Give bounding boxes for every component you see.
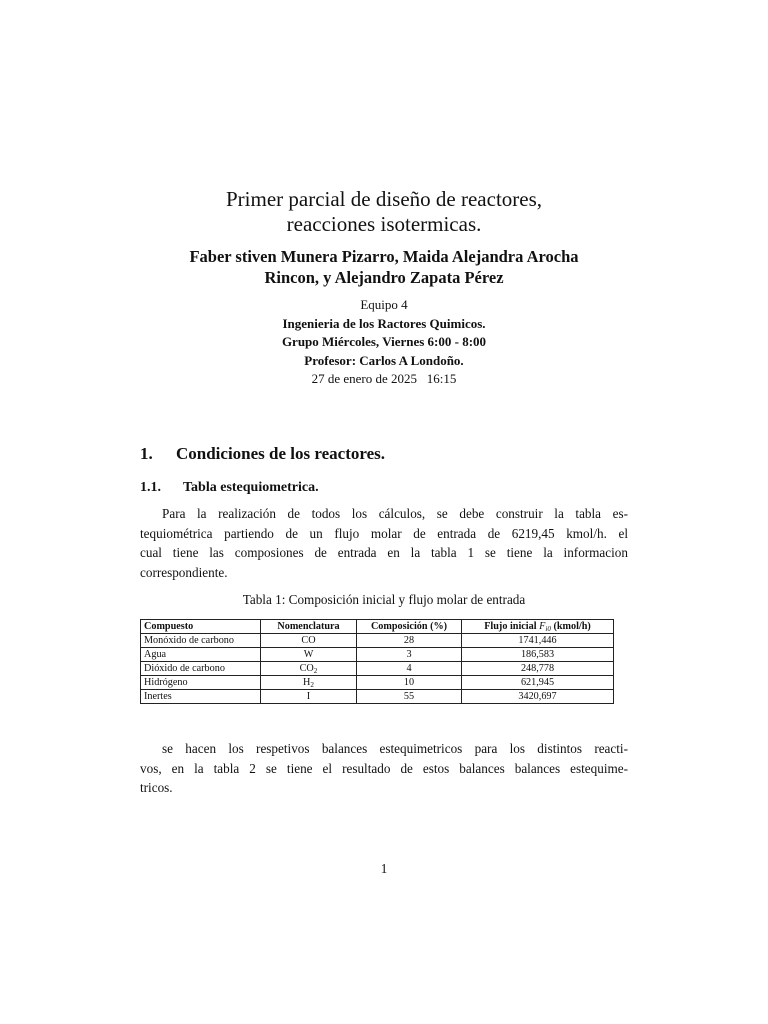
author-list xyxy=(0,246,768,288)
team-name: Equipo 4 xyxy=(360,297,408,312)
cell-flow: 186,583 xyxy=(462,648,614,662)
header-composition: Composición (%) xyxy=(357,620,462,634)
header-compound: Compuesto xyxy=(141,620,261,634)
cell-composition: 10 xyxy=(357,676,462,690)
paragraph-line: cual tiene las composiones de entrada en la tabla 1 se tiene la informacion xyxy=(140,545,628,560)
group-schedule: Grupo Miércoles, Viernes 6:00 - 8:00 xyxy=(281,334,487,349)
table-header-row xyxy=(141,620,614,634)
section-heading xyxy=(140,444,385,464)
nomenclature-sub: 2 xyxy=(310,680,314,689)
header-flow-symbol: F xyxy=(539,621,546,632)
header-nomenclature: Nomenclatura xyxy=(261,620,357,634)
course-name: Ingenieria de los Ractores Quimicos. xyxy=(282,315,486,331)
cell-composition: 4 xyxy=(357,662,462,676)
composition-table xyxy=(140,619,614,704)
nomenclature-main: W xyxy=(303,649,314,660)
nomenclature-main: CO xyxy=(301,635,316,646)
cell-compound: Monóxido de carbono xyxy=(141,634,261,648)
header-flow-prefix: Flujo inicial xyxy=(484,621,540,632)
header-flow-sub: i0 xyxy=(545,624,551,633)
table-row xyxy=(141,690,614,704)
table-caption: Tabla 1: Composición inicial y flujo molar de entrada xyxy=(242,592,526,607)
cell-nomenclature xyxy=(261,690,357,704)
paragraph-line: Para la realización de todos los cálculos, se debe construir la tabla es- xyxy=(162,506,628,521)
cell-nomenclature xyxy=(261,634,357,648)
table-row xyxy=(141,648,614,662)
nomenclature-main: I xyxy=(306,691,311,702)
subsection-title: Tabla estequiometrica. xyxy=(183,480,319,495)
nomenclature-main: H xyxy=(303,677,311,688)
cell-compound: Hidrógeno xyxy=(141,676,261,690)
paragraph-intro xyxy=(140,504,628,582)
paragraph-line: correspondiente. xyxy=(140,564,228,580)
paragraph-balances xyxy=(140,739,628,798)
author-line-2: Rincon, y Alejandro Zapata Pérez xyxy=(264,268,504,287)
professor-name: Profesor: Carlos A Londoño. xyxy=(304,352,464,368)
paragraph-line: tricos. xyxy=(140,780,173,795)
table-row xyxy=(141,662,614,676)
header-flow xyxy=(462,620,614,634)
document-date: 27 de enero de 2025 16:15 xyxy=(311,371,457,386)
cell-composition: 3 xyxy=(357,648,462,662)
header-flow-suffix: (kmol/h) xyxy=(550,621,591,632)
page-number: 1 xyxy=(380,861,388,876)
cell-compound: Inertes xyxy=(141,690,261,704)
subsection-number: 1.1. xyxy=(140,480,161,495)
cell-composition: 55 xyxy=(357,690,462,704)
paragraph-line: tequiométrica partiendo de un flujo molar de entrada de 6219,45 kmol/h. el xyxy=(140,525,628,541)
cell-compound: Agua xyxy=(141,648,261,662)
cell-composition: 28 xyxy=(357,634,462,648)
section-title: Condiciones de los reactores. xyxy=(176,444,386,463)
cell-nomenclature xyxy=(261,662,357,676)
paragraph-line: vos, en la tabla 2 se tiene el resultado de estos balances balances estequime- xyxy=(140,760,628,776)
cell-flow: 3420,697 xyxy=(462,690,614,704)
table-row xyxy=(141,676,614,690)
cell-flow: 621,945 xyxy=(462,676,614,690)
cell-flow: 1741,446 xyxy=(462,634,614,648)
subsection-heading xyxy=(140,480,319,496)
section-number: 1. xyxy=(140,444,153,463)
table-row xyxy=(141,634,614,648)
cell-flow: 248,778 xyxy=(462,662,614,676)
author-line-1: Faber stiven Munera Pizarro, Maida Alejandra Arocha xyxy=(189,247,579,266)
paragraph-line: se hacen los respetivos balances estequimetricos para los distintos reacti- xyxy=(162,741,628,756)
nomenclature-sub: 2 xyxy=(313,666,318,675)
paper-title xyxy=(0,187,768,237)
nomenclature-main: CO xyxy=(299,663,314,674)
cell-nomenclature xyxy=(261,676,357,690)
paper-title-line-2: reacciones isotermicas. xyxy=(286,212,482,236)
paper-title-line-1: Primer parcial de diseño de reactores, xyxy=(225,187,543,211)
cell-compound: Dióxido de carbono xyxy=(141,662,261,676)
affiliation-block xyxy=(0,296,768,389)
cell-nomenclature xyxy=(261,648,357,662)
